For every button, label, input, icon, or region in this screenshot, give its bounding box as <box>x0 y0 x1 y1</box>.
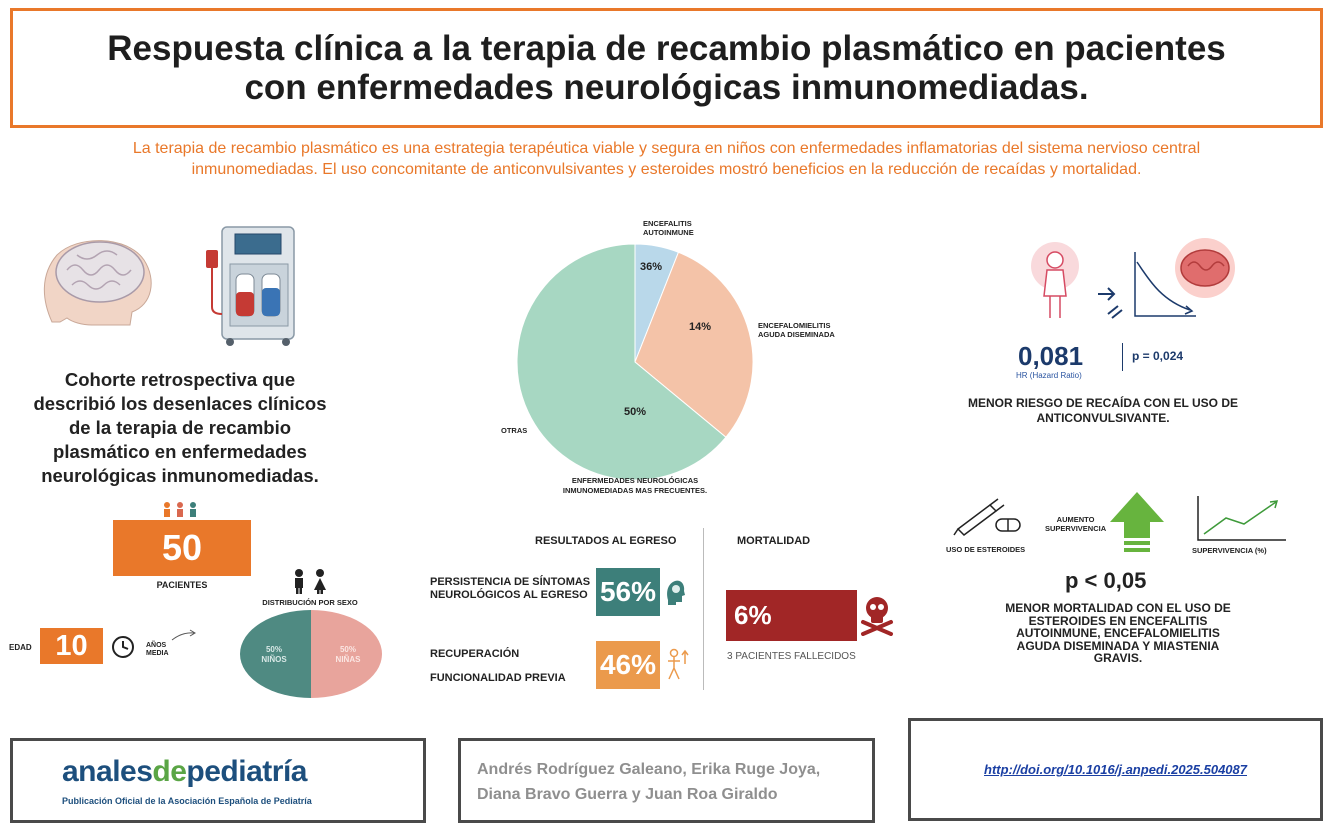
mortality-value: 6% <box>726 590 857 641</box>
steroids-p-value: p < 0,05 <box>1065 568 1147 593</box>
age-suffix-line-2: MEDIA <box>146 650 169 657</box>
steroids-label: USO DE ESTEROIDES <box>946 545 1026 554</box>
result-1-line-1: PERSISTENCIA DE SÍNTOMAS <box>430 576 591 588</box>
result-1-value: 56% <box>596 568 660 616</box>
boys-label: NIÑOS <box>261 655 287 664</box>
patients-count: 50 <box>113 520 251 576</box>
relapse-text <box>938 396 1268 426</box>
cohort-line: describió los desenlaces clínicos <box>33 393 327 414</box>
mortality-subtitle: 3 PACIENTES FALLECIDOS <box>727 651 856 662</box>
age-prefix: EDAD <box>9 643 32 652</box>
patients-label: PACIENTES <box>156 580 208 590</box>
authors-line-2: Diana Bravo Guerra y Juan Roa Giraldo <box>477 786 778 803</box>
male-female-icon <box>288 568 332 594</box>
hazard-p-value: p = 0,024 <box>1132 349 1184 363</box>
journal-logo <box>62 755 307 789</box>
increase-line-2: SUPERVIVENCIA <box>1045 524 1107 533</box>
slice-label-otras: 50% <box>623 406 647 418</box>
cohort-line: plasmático en enfermedades <box>53 441 307 462</box>
slice-label-encefalitis: 36% <box>639 261 663 273</box>
title-line-1: Respuesta clínica a la terapia de recambio plasmático en pacientes <box>107 29 1226 68</box>
age-value: 10 <box>40 628 103 664</box>
increase-line-1: AUMENTO <box>1056 515 1095 524</box>
cohort-description <box>10 368 350 488</box>
sex-distribution-title: DISTRIBUCIÓN POR SEXO <box>262 598 358 607</box>
relapse-risk-graphic <box>1000 238 1258 336</box>
steroids-text-line: MENOR MORTALIDAD CON EL USO DE <box>1005 601 1231 615</box>
cohort-line: de la terapia de recambio <box>68 417 292 438</box>
doi-link[interactable]: http://doi.org/10.1016/j.anpedi.2025.504087 <box>984 762 1247 777</box>
pie-caption-line-2: INMUNOMEDIADAS MAS FRECUENTES. <box>562 486 708 495</box>
syringe-pill-icon <box>952 497 1027 543</box>
summary-line-1: La terapia de recambio plasmático es una estrategia terapéutica viable y segura en niños con enfermedades inflamatorias del sistema nervioso central <box>132 140 1201 157</box>
relapse-line-1: MENOR RIESGO DE RECAÍDA CON EL USO DE <box>967 396 1239 410</box>
children-icon <box>160 501 204 517</box>
result-2-label-line-2: FUNCIONALIDAD PREVIA <box>430 672 566 684</box>
plasma-machine-icon <box>200 222 300 347</box>
results-divider <box>703 528 704 690</box>
skull-crossbones-icon <box>860 594 894 636</box>
journal-logo-part-1: anales <box>62 755 153 788</box>
up-arrow-icon <box>1110 492 1164 554</box>
slice-label-encefalomielitis: 14% <box>688 321 712 333</box>
hazard-divider <box>1122 343 1123 371</box>
brain-head-icon <box>22 230 162 330</box>
cohort-line: neurológicas inmunomediadas. <box>41 465 319 486</box>
steroids-text-line: AUTOINMUNE, ENCEFALOMIELITIS <box>1016 626 1220 640</box>
pie-caption-line-1: ENFERMEDADES NEUROLÓGICAS <box>571 476 699 485</box>
steroids-text-line: ESTEROIDES EN ENCEFALITIS <box>1028 613 1208 628</box>
legend-encefalitis-line-2: AUTOINMUNE <box>643 228 694 237</box>
legend-encefalomielitis-line-2: AGUDA DISEMINADA <box>758 330 835 339</box>
summary-line-2: inmunomediadas. El uso concomitante de anticonvulsivantes y esteroides mostró beneficios en la reducción de recaídas y mortalidad. <box>191 161 1142 178</box>
sex-distribution-chart <box>238 608 384 700</box>
result-1-label <box>430 576 590 602</box>
survival-label: SUPERVIVENCIA (%) <box>1192 546 1267 555</box>
title-line-2: con enfermedades neurológicas inmunomediadas. <box>244 68 1089 107</box>
authors-line-1: Andrés Rodríguez Galeano, Erika Ruge Joya, <box>477 761 821 778</box>
arrow-icon <box>170 628 198 644</box>
summary-text <box>20 138 1313 180</box>
girls-percent: 50% <box>339 645 357 654</box>
increase-survival-label <box>1045 515 1106 533</box>
title-box <box>10 8 1323 128</box>
pie-slices <box>517 244 753 480</box>
boys-half <box>240 610 311 698</box>
girls-half <box>311 610 382 698</box>
girls-label: NIÑAS <box>335 655 361 664</box>
boys-percent: 50% <box>265 645 283 654</box>
hazard-ratio-value: 0,081 <box>1018 341 1084 371</box>
survival-chart-icon <box>1192 494 1288 544</box>
legend-encefalomielitis-line-1: ENCEFALOMIELITIS <box>758 321 831 330</box>
relapse-line-2: ANTICONVULSIVANTE. <box>1036 411 1170 425</box>
age-suffix <box>146 642 169 658</box>
hazard-ratio-label: HR (Hazard Ratio) <box>1016 371 1082 380</box>
steroids-text-line: GRAVIS. <box>1093 651 1143 665</box>
result-2-label-line-1: RECUPERACIÓN <box>430 648 520 660</box>
legend-encefalitis-line-1: ENCEFALITIS <box>643 219 692 228</box>
authors <box>477 757 877 807</box>
head-brain-icon <box>664 578 686 606</box>
steroids-mortality-text <box>938 602 1298 665</box>
journal-subtitle: Publicación Oficial de la Asociación Española de Pediatría <box>62 796 312 806</box>
result-1-line-2: NEUROLÓGICOS AL EGRESO <box>430 589 588 601</box>
steroids-text-line: AGUDA DISEMINADA Y MIASTENIA <box>1016 638 1220 653</box>
mortality-heading: MORTALIDAD <box>737 535 811 547</box>
result-2-value: 46% <box>596 641 660 689</box>
clock-icon <box>110 634 140 660</box>
disease-pie-chart <box>495 210 885 505</box>
legend-otras: OTRAS <box>501 426 528 435</box>
journal-logo-part-2: de <box>152 755 187 788</box>
results-heading: RESULTADOS AL EGRESO <box>535 535 677 547</box>
cohort-line: Cohorte retrospectiva que <box>64 369 296 390</box>
age-suffix-line-1: AÑOS <box>146 642 167 649</box>
journal-logo-part-3: pediatría <box>186 755 307 788</box>
recovery-person-icon <box>664 648 690 682</box>
